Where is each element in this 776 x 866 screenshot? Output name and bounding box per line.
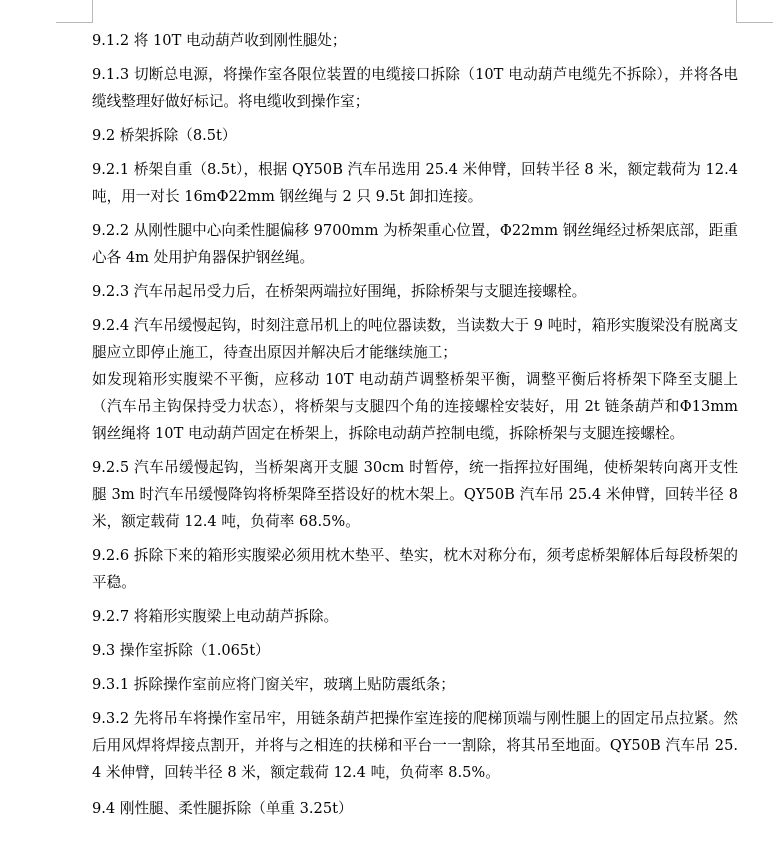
- paragraph-9-1-3: 9.1.3 切断总电源，将操作室各限位装置的电缆接口拆除（10T 电动葫芦电缆先不拆除），并将各电缆线整理好做好标记。将电缆收到操作室；: [92, 66, 738, 110]
- section-heading-9-2: 9.2 桥架拆除（8.5t）: [92, 127, 237, 144]
- paragraph-9-2-4-continued: 如发现箱形实腹梁不平衡，应移动 10T 电动葫芦调整桥架平衡，调整平衡后将桥架下降至支腿上（汽车吊主钩保持受力状态），将桥架与支腿四个角的连接螺栓安装好，用 2t 链条葫芦和Φ13mm 钢丝绳将 10T 电动葫芦固定在桥架上，拆除电动葫芦控制电缆，拆除桥架与支腿连接螺栓。: [92, 371, 738, 442]
- paragraph-9-2-5: 9.2.5 汽车吊缓慢起钩，当桥架离开支腿 30cm 时暂停，统一指挥拉好围绳，使桥架转向离开支性腿 3m 时汽车吊缓慢降钩将桥架降至搭设好的枕木架上。QY50B 汽车吊 25.4 米伸臂，回转半径 8 米，额定载荷 12.4 吨，负荷率 68.5%。: [92, 459, 738, 530]
- section-heading-9-4: 9.4 刚性腿、柔性腿拆除（单重 3.25t）: [92, 800, 353, 817]
- paragraph-9-2-4: 9.2.4 汽车吊缓慢起钩，时刻注意吊机上的吨位器读数，当读数大于 9 吨时，箱形实腹梁没有脱离支腿应立即停止施工，待查出原因并解决后才能继续施工；: [92, 317, 738, 361]
- section-heading-9-3: 9.3 操作室拆除（1.065t）: [92, 642, 270, 659]
- paragraph-9-1-2: 9.1.2 将 10T 电动葫芦收到刚性腿处；: [92, 32, 347, 49]
- paragraph-9-3-1: 9.3.1 拆除操作室前应将门窗关牢，玻璃上贴防震纸条；: [92, 676, 455, 693]
- paragraph-9-2-2: 9.2.2 从刚性腿中心向柔性腿偏移 9700mm 为桥架重心位置，Φ22mm 钢丝绳经过桥架底部，距重心各 4m 处用护角器保护钢丝绳。: [92, 222, 738, 266]
- page-corner-mark-right: [736, 0, 773, 23]
- paragraph-9-2-7: 9.2.7 将箱形实腹梁上电动葫芦拆除。: [92, 608, 339, 625]
- document-body: [92, 27, 738, 829]
- page-corner-mark-left: [56, 0, 93, 23]
- paragraph-9-3-2: 9.3.2 先将吊车将操作室吊牢，用链条葫芦把操作室连接的爬梯顶端与刚性腿上的固定吊点拉紧。然后用风焊将焊接点割开，并将与之相连的扶梯和平台一一割除，将其吊至地面。QY50B 汽车吊 25.4 米伸臂，回转半径 8 米，额定载荷 12.4 吨，负荷率 8.5%。: [92, 710, 738, 781]
- paragraph-9-2-6: 9.2.6 拆除下来的箱形实腹梁必须用枕木垫平、垫实，枕木对称分布，须考虑桥架解体后每段桥架的平稳。: [92, 547, 738, 591]
- paragraph-9-2-3: 9.2.3 汽车吊起吊受力后，在桥架两端拉好围绳，拆除桥架与支腿连接螺栓。: [92, 283, 587, 300]
- paragraph-9-2-1: 9.2.1 桥架自重（8.5t），根据 QY50B 汽车吊选用 25.4 米伸臂，回转半径 8 米，额定载荷为 12.4 吨，用一对长 16mΦ22mm 钢丝绳与 2 只 9.5t 卸扣连接。: [92, 161, 738, 205]
